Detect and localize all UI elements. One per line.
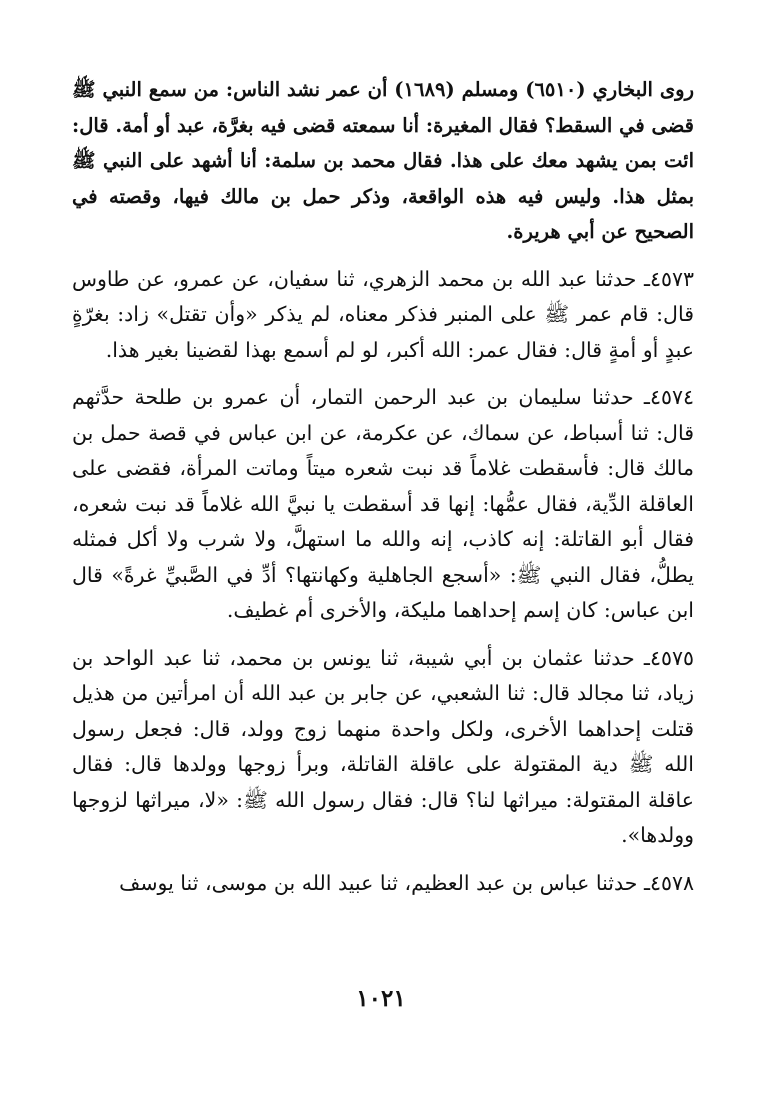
hadith-4575-paragraph: ٤٥٧٥ـ حدثنا عثمان بن أبي شيبة، ثنا يونس بن محمد، ثنا عبد الواحد بن زياد، ثنا مجالد قال: ثنا الشعبي، عن جابر بن عبد الله أن امرأتين من هذيل قتلت إحداهما الأخرى، ولكل واحدة منهما زوج وولد، قال: فجعل رسول الله ﷺ دية المقتولة على عاقلة القاتلة، وبرأ زوجها وولدها قال: فقال عاقلة المقتولة: ميراثها لنا؟ قال: فقال رسول الله ﷺ: «لا، ميراثها لزوجها وولدها». [72, 645, 694, 847]
hadith-4578-paragraph: ٤٥٧٨ـ حدثنا عباس بن عبد العظيم، ثنا عبيد الله بن موسى، ثنا يوسف [119, 870, 694, 895]
page-number: ١٠٢١ [356, 985, 406, 1012]
page-body [72, 72, 694, 913]
intro-paragraph: روى البخاري (٦٥١٠) ومسلم (١٦٨٩) أن عمر نشد الناس: من سمع النبي ﷺ قضى في السقط؟ فقال المغيرة: أنا سمعته قضى فيه بغرَّة، عبد أو أمة. قال: ائت بمن يشهد معك على هذا. فقال محمد بن سلمة: أنا أشهد على النبي ﷺ بمثل هذا. وليس فيه هذه الواقعة، وذكر حمل بن مالك فيها، وقصته في الصحيح عن أبي هريرة. [72, 78, 694, 243]
hadith-4574-paragraph: ٤٥٧٤ـ حدثنا سليمان بن عبد الرحمن التمار، أن عمرو بن طلحة حدَّثهم قال: ثنا أسباط، عن سماك، عن عكرمة، عن ابن عباس في قصة حمل بن مالك قال: فأسقطت غلاماً قد نبت شعره ميتاً وماتت المرأة، فقضى على العاقلة الدِّية، فقال عمُّها: إنها قد أسقطت يا نبيَّ الله غلاماً قد نبت شعره، فقال أبو القاتلة: إنه كاذب، إنه والله ما استهلَّ، ولا شرب ولا أكل فمثله يطلُّ، فقال النبي ﷺ: «أسجع الجاهلية وكهانتها؟ أدِّ في الصَّبيِّ غرةً» قال ابن عباس: كان إسم إحداهما مليكة، والأخرى أم غطيف. [72, 385, 694, 622]
hadith-4573-paragraph: ٤٥٧٣ـ حدثنا عبد الله بن محمد الزهري، ثنا سفيان، عن عمرو، عن طاوس قال: قام عمر ﷺ على المنبر فذكر معناه، لم يذكر «وأن تقتل» زاد: بغرّةٍ عبدٍ أو أمةٍ قال: فقال عمر: الله أكبر، لو لم أسمع بهذا لقضينا بغير هذا. [72, 266, 694, 362]
